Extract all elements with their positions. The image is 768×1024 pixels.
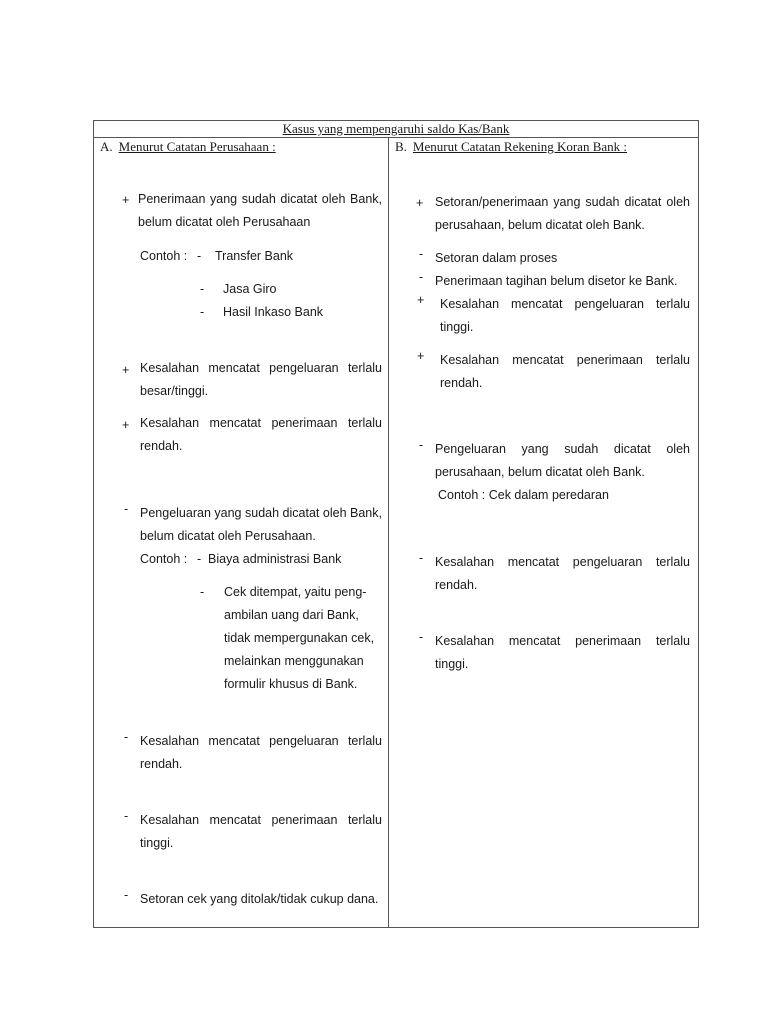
right-item4-text: Kesalahan mencatat pengeluaran terlalu tinggi. [440, 297, 690, 334]
left-heading [100, 139, 276, 155]
left-item7-mark: - [124, 888, 129, 902]
right-item6-mark: - [419, 438, 424, 452]
table-title: Kasus yang mempengaruhi saldo Kas/Bank [282, 121, 510, 136]
left-example2-dash1: - [197, 552, 202, 566]
left-example1-item2: Jasa Giro [223, 282, 277, 296]
left-example2-dash2: - [200, 585, 205, 599]
left-item4-text: Pengeluaran yang sudah dicatat oleh Bank, belum dicatat oleh Perusahaan. [140, 506, 382, 543]
left-item1-mark: + [122, 193, 130, 207]
right-heading [395, 139, 627, 155]
left-item6-mark: - [124, 809, 129, 823]
right-item3-text: Penerimaan tagihan belum disetor ke Bank. [435, 274, 678, 288]
right-heading-letter: B. [395, 139, 407, 154]
right-heading-text: Menurut Catatan Rekening Koran Bank : [412, 139, 628, 154]
left-example2-label: Contoh : [140, 552, 188, 566]
right-column [389, 138, 698, 927]
right-item2-text: Setoran dalam proses [435, 251, 558, 265]
left-example1-dash3: - [200, 305, 205, 319]
left-example2-item2: Cek ditempat, yaitu peng-ambilan uang dari Bank, tidak mempergunakan cek, melainkan menggunakan formulir khusus di Bank. [224, 585, 375, 691]
right-item1-text: Setoran/penerimaan yang sudah dicatat oleh perusahaan, belum dicatat oleh Bank. [435, 195, 690, 232]
left-example1-dash2: - [200, 282, 205, 296]
right-item3-mark: - [419, 270, 424, 284]
table-title-row [94, 121, 698, 138]
left-item6-text: Kesalahan mencatat penerimaan terlalu tinggi. [140, 813, 382, 850]
right-item5-text: Kesalahan mencatat penerimaan terlalu rendah. [440, 353, 690, 390]
left-item4-mark: - [124, 502, 129, 516]
right-item1-mark: + [416, 196, 424, 210]
left-heading-text: Menurut Catatan Perusahaan : [118, 139, 276, 154]
left-item2-text: Kesalahan mencatat pengeluaran terlalu besar/tinggi. [140, 361, 382, 398]
left-item7-text: Setoran cek yang ditolak/tidak cukup dana. [140, 892, 379, 906]
right-item7-mark: - [419, 551, 424, 565]
left-heading-letter: A. [100, 139, 113, 154]
right-example: Contoh : Cek dalam peredaran [438, 488, 609, 502]
left-item3-text: Kesalahan mencatat penerimaan terlalu rendah. [140, 416, 382, 453]
left-item2-mark: + [122, 363, 130, 377]
right-item8-mark: - [419, 630, 424, 644]
left-column [94, 138, 389, 927]
left-item5-text: Kesalahan mencatat pengeluaran terlalu rendah. [140, 734, 382, 771]
left-item5-mark: - [124, 730, 129, 744]
right-item7-text: Kesalahan mencatat pengeluaran terlalu rendah. [435, 555, 690, 592]
left-example1-item3: Hasil Inkaso Bank [223, 305, 324, 319]
left-example1-dash1: - [197, 249, 202, 263]
left-item3-mark: + [122, 418, 130, 432]
right-item6-text: Pengeluaran yang sudah dicatat oleh perusahaan, belum dicatat oleh Bank. [435, 442, 690, 479]
right-item4-mark: + [417, 293, 425, 307]
right-item2-mark: - [419, 247, 424, 261]
right-item5-mark: + [417, 349, 425, 363]
left-item1-text: Penerimaan yang sudah dicatat oleh Bank, belum dicatat oleh Perusahaan [138, 192, 382, 229]
case-table [93, 120, 699, 928]
left-example1-label: Contoh : [140, 249, 188, 263]
right-item8-text: Kesalahan mencatat penerimaan terlalu tinggi. [435, 634, 690, 671]
left-example1-item1: Transfer Bank [215, 249, 294, 263]
left-example2-item1: Biaya administrasi Bank [208, 552, 342, 566]
